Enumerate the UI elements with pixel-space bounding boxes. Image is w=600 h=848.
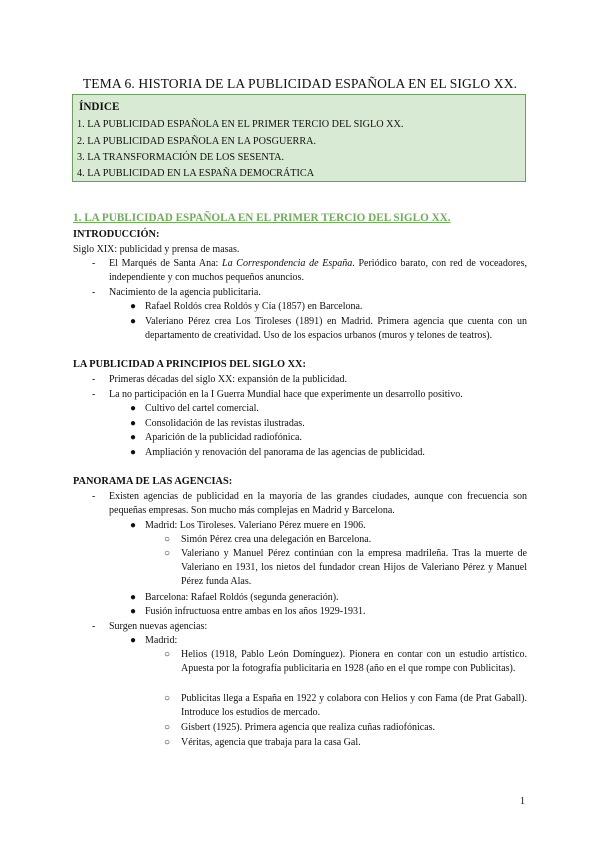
dash-marker: - — [92, 287, 96, 298]
valeriano-item: Valeriano Pérez crea Los Tiroleses (1891) en Madrid. Primera agencia que cuenta con un departamento de creatividad. Uso de los espacios urbanos (muros y telones de teatros). — [145, 316, 527, 341]
circle-marker: ○ — [164, 534, 171, 545]
helios-item: Helios (1918, Pablo León Domínguez). Pionera en contar con un estudio artístico. Apuesta por la fotografía publicitaria en 1928 (año en el que rompe con Publicitas). — [181, 649, 527, 674]
madrid2-item: Madrid: — [145, 635, 178, 646]
bullet-marker: ● — [130, 592, 137, 603]
dash-marker: - — [92, 491, 96, 502]
roldos-item: Rafael Roldós crea Roldós y Cía (1857) en Barcelona. — [145, 301, 363, 312]
bullet-marker: ● — [130, 447, 137, 458]
bullet-marker: ● — [130, 432, 137, 443]
bullet-marker: ● — [130, 520, 137, 531]
circle-marker: ○ — [164, 737, 171, 748]
section-heading: 1. LA PUBLICIDAD ESPAÑOLA EN EL PRIMER TERCIO DEL SIGLO XX. — [73, 212, 451, 224]
early-bullet: Cultivo del cartel comercial. — [145, 403, 259, 414]
circle-marker: ○ — [164, 548, 171, 559]
circle-marker: ○ — [164, 649, 171, 660]
dash-marker: - — [92, 621, 96, 632]
index-box — [72, 94, 526, 182]
bullet-marker: ● — [130, 403, 137, 414]
agency-birth: Nacimiento de la agencia publicitaria. — [109, 287, 261, 298]
agencies-dash-2: Surgen nuevas agencias: — [109, 621, 208, 632]
marques-rest: . Periódico barato, con red de voceadores, independiente y con muchos pequeños anuncios. — [109, 258, 527, 283]
early-bullet: Consolidación de las revistas ilustradas. — [145, 418, 305, 429]
circle-marker: ○ — [164, 693, 171, 704]
madrid-item: Madrid: Los Tiroleses. Valeriano Pérez muere en 1906. — [145, 520, 366, 531]
veritas-item: Véritas, agencia que trabaja para la casa Gal. — [181, 737, 361, 748]
early-dash-1: Primeras décadas del siglo XX: expansión de la publicidad. — [109, 374, 347, 385]
early-heading: LA PUBLICIDAD A PRINCIPIOS DEL SIGLO XX: — [73, 359, 306, 370]
publicitas-item: Publicitas llega a España en 1922 y colabora con Helios y con Fama (de Prat Gaball). Introduce los estudios de mercado. — [181, 693, 527, 718]
marques-paragraph — [109, 257, 527, 285]
bullet-marker: ● — [130, 301, 137, 312]
valeriano-manuel-item: Valeriano y Manuel Pérez continúan con la empresa madrileña. Tras la muerte de Valeriano en 1931, los nietos del fundador crean Hijos de Valeriano Pérez y Manuel Pérez funda Alas. — [181, 548, 527, 587]
bullet-marker: ● — [130, 316, 137, 327]
agencies-heading: PANORAMA DE LAS AGENCIAS: — [73, 476, 233, 487]
agencies-dash-1: Existen agencias de publicidad en la mayoría de las grandes ciudades, aunque con frecuencia son pequeñas empresas. Son mucho más complejas en Madrid y Barcelona. — [109, 491, 527, 516]
index-item: 3. LA TRANSFORMACIÓN DE LOS SESENTA. — [77, 152, 285, 163]
dash-marker: - — [92, 258, 96, 269]
fusion-item: Fusión infructuosa entre ambas en los años 1929-1931. — [145, 606, 366, 617]
early-bullet: Ampliación y renovación del panorama de las agencias de publicidad. — [145, 447, 425, 458]
gisbert-item: Gisbert (1925). Primera agencia que realiza cuñas radiofónicas. — [181, 722, 436, 733]
bullet-marker: ● — [130, 635, 137, 646]
page-number: 1 — [520, 796, 525, 807]
intro-heading: INTRODUCCIÓN: — [73, 229, 160, 240]
dash-marker: - — [92, 389, 96, 400]
index-heading: ÍNDICE — [79, 101, 120, 113]
intro-lead: Siglo XIX: publicidad y prensa de masas. — [73, 244, 240, 255]
bullet-marker: ● — [130, 418, 137, 429]
dash-marker: - — [92, 374, 96, 385]
marques-prefix: El Marqués de Santa Ana: — [109, 258, 223, 269]
document-title: TEMA 6. HISTORIA DE LA PUBLICIDAD ESPAÑOLA EN EL SIGLO XX. — [82, 76, 518, 91]
bullet-marker: ● — [130, 606, 137, 617]
newspaper-title: La Correspondencia de España — [222, 258, 353, 269]
index-item: 2. LA PUBLICIDAD ESPAÑOLA EN LA POSGUERRA. — [77, 136, 317, 147]
early-bullet: Aparición de la publicidad radiofónica. — [145, 432, 302, 443]
index-item: 1. LA PUBLICIDAD ESPAÑOLA EN EL PRIMER TERCIO DEL SIGLO XX. — [77, 119, 404, 130]
simon-item: Simón Pérez crea una delegación en Barcelona. — [181, 534, 372, 545]
circle-marker: ○ — [164, 722, 171, 733]
barcelona-item: Barcelona: Rafael Roldós (segunda generación). — [145, 592, 339, 603]
early-dash-2: La no participación en la I Guerra Mundial hace que experimente un desarrollo positivo. — [109, 389, 463, 400]
index-item: 4. LA PUBLICIDAD EN LA ESPAÑA DEMOCRÁTICA — [77, 168, 315, 179]
